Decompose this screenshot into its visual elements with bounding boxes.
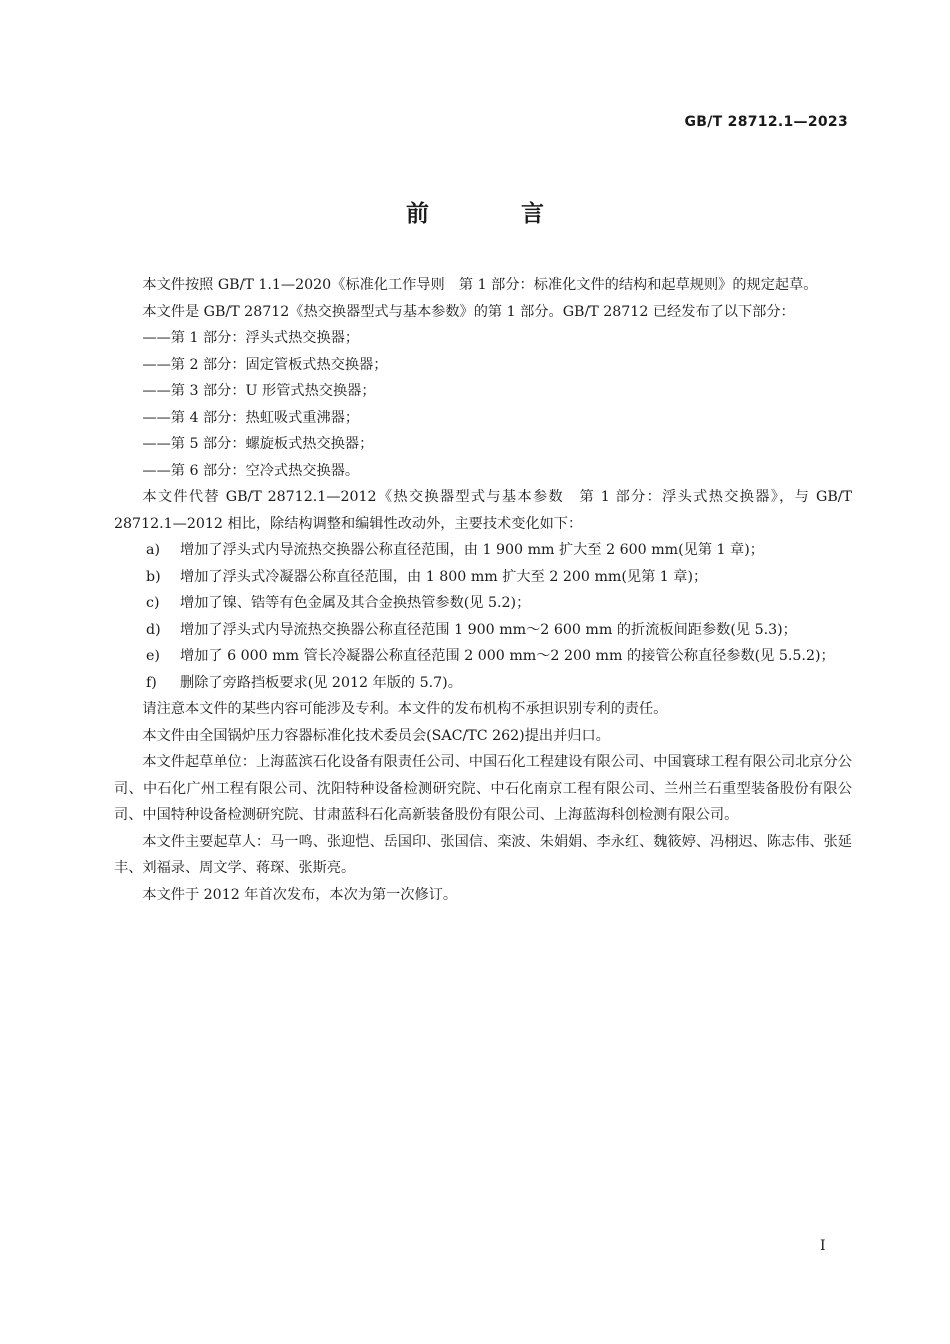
item-text: 增加了浮头式内导流热交换器公称直径范围 1 900 mm～2 600 mm 的折流板间距参数(见 5.3)； [180,621,797,638]
paragraph-replacement: 本文件代替 GB/T 28712.1—2012《热交换器型式与基本参数 第 1 部分：浮头式热交换器》，与 GB/T 28712.1—2012 相比，除结构调整和编辑性改动外，主要技术变化如下： [114,489,852,532]
list-item: ——第 4 部分：热虹吸式重沸器； [142,409,360,426]
list-item: ——第 1 部分：浮头式热交换器； [142,330,360,346]
page-number: I [820,1238,826,1254]
paragraph-history: 本文件于 2012 年首次发布，本次为第一次修订。 [142,886,458,903]
paragraph-drafting-rules: 本文件按照 GB/T 1.1—2020《标准化工作导则 第 1 部分：标准化文件的结构和起草规则》的规定起草。 [142,277,818,293]
list-item: ——第 6 部分：空冷式热交换器。 [142,462,360,479]
item-text: 增加了 6 000 mm 管长冷凝器公称直径范围 2 000 mm～2 200 mm 的接管公称直径参数(见 5.5.2)； [180,648,835,664]
list-item: ——第 5 部分：螺旋板式热交换器； [142,436,374,452]
list-item [114,590,852,617]
item-label: a) [146,542,160,558]
item-label: b) [146,568,161,585]
list-item [114,643,852,670]
parts-list [114,325,852,484]
paragraph-patent-notice: 请注意本文件的某些内容可能涉及专利。本文件的发布机构不承担识别专利的责任。 [142,701,668,717]
paragraph-drafters: 本文件主要起草人：马一鸣、张迎恺、岳国印、张国信、栾波、朱娟娟、李永红、魏筱婷、冯栩迟、陈志伟、张延丰、刘福录、周文学、蒋琛、张斯亮。 [114,833,852,876]
standard-number: GB/T 28712.1—2023 [684,114,848,130]
list-item [114,670,852,697]
foreword-body [114,272,852,908]
item-text: 增加了浮头式冷凝器公称直径范围，由 1 800 mm 扩大至 2 200 mm(见第 1 章)； [180,568,708,585]
item-label: f) [146,674,157,691]
item-text: 增加了浮头式内导流热交换器公称直径范围，由 1 900 mm 扩大至 2 600 mm(见第 1 章)； [180,542,764,558]
list-item [114,564,852,591]
item-label: e) [146,648,160,664]
item-label: c) [146,595,160,611]
list-item: ——第 2 部分：固定管板式热交换器； [142,356,388,373]
paragraph-proposer: 本文件由全国锅炉压力容器标准化技术委员会(SAC/TC 262)提出并归口。 [142,727,610,744]
item-text: 删除了旁路挡板要求(见 2012 年版的 5.7)。 [180,674,462,691]
paragraph-drafting-units: 本文件起草单位：上海蓝滨石化设备有限责任公司、中国石化工程建设有限公司、中国寰球工程有限公司北京分公司、中石化广州工程有限公司、沈阳特种设备检测研究院、中石化南京工程有限公司、兰州兰石重型装备股份有限公司、中国特种设备检测研究院、甘肃蓝科石化高新装备股份有限公司、上海蓝海科创检测有限公司。 [114,754,852,823]
list-item [114,537,852,564]
changes-list [114,537,852,696]
item-text: 增加了镍、锆等有色金属及其合金换热管参数(见 5.2)； [180,595,531,611]
list-item [114,617,852,644]
paragraph-series-intro: 本文件是 GB/T 28712《热交换器型式与基本参数》的第 1 部分。GB/T 28712 已经发布了以下部分： [142,303,795,320]
item-label: d) [146,621,161,638]
page-title: 前 言 [405,201,586,227]
list-item: ——第 3 部分：U 形管式热交换器； [142,383,376,399]
